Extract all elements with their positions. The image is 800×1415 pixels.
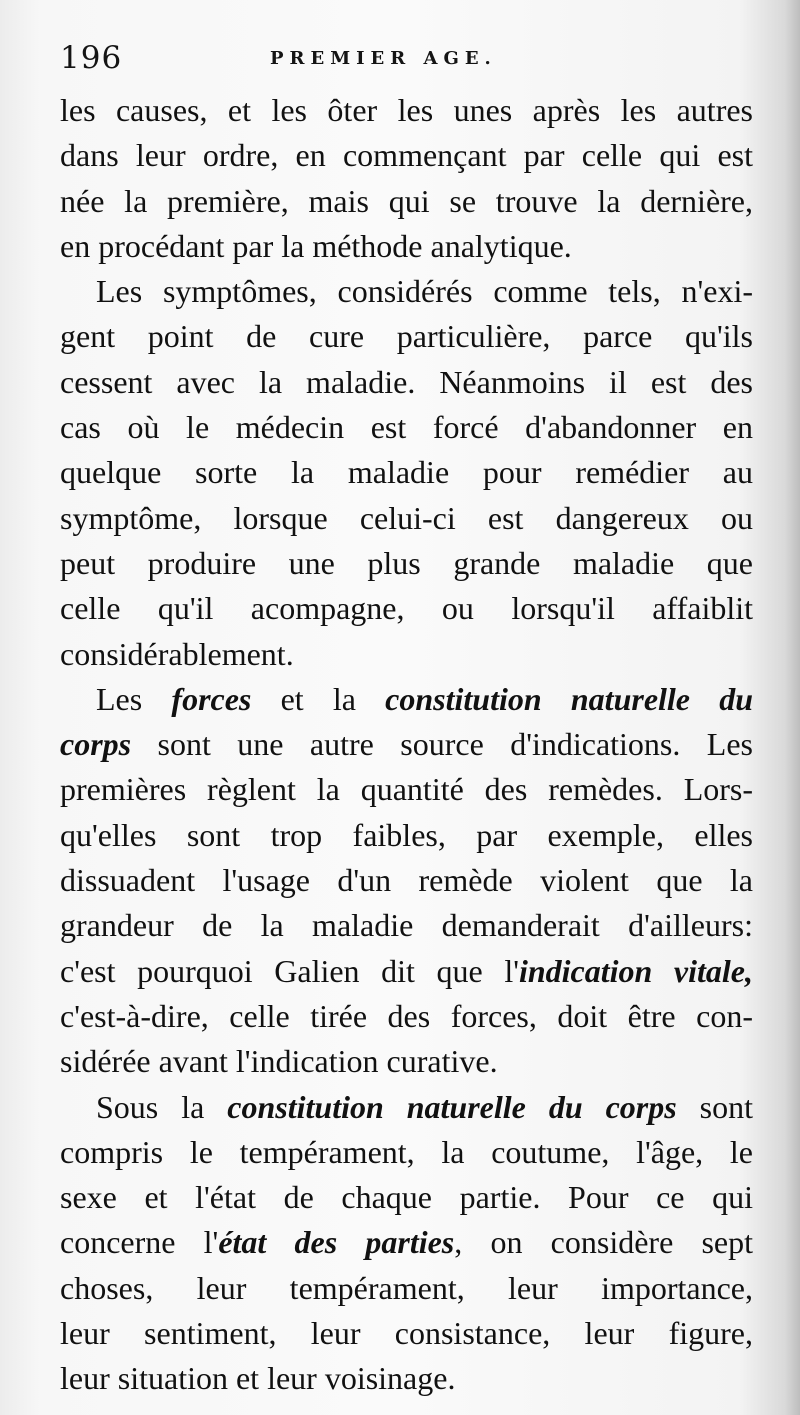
body-text	[60, 88, 753, 1402]
italic-segment: constitution naturelle du	[385, 680, 753, 717]
text-line: née la première, mais qui se trouve la dernière,	[60, 182, 753, 219]
text-line: cessent avec la maladie. Néanmoins il est des	[60, 363, 753, 400]
text-line: dissuadent l'usage d'un remède violent que la	[60, 862, 753, 899]
text-line: considérablement.	[60, 635, 294, 672]
text-line	[60, 1220, 753, 1265]
text-segment: , on considère sept	[454, 1224, 754, 1261]
text-segment: et la	[251, 680, 386, 717]
text-segment: sont une autre source d'indications. Les	[131, 726, 753, 763]
text-line: cas où le médecin est forcé d'abandonner en	[60, 409, 753, 446]
text-line	[60, 949, 753, 994]
page-header	[60, 40, 750, 80]
text-segment: sont	[676, 1088, 754, 1125]
text-line: sexe et l'état de chaque partie. Pour ce qui	[60, 1179, 753, 1216]
text-line	[60, 1085, 753, 1130]
text-line: Les symptômes, considérés comme tels, n'exi-	[96, 273, 753, 310]
paragraph-1	[60, 88, 753, 269]
text-line: premières règlent la quantité des remèdes. Lors-	[60, 771, 753, 808]
text-segment: Les	[96, 680, 172, 717]
paragraph-3	[60, 677, 753, 1085]
italic-segment: corps	[60, 726, 132, 763]
text-segment: Sous la	[96, 1088, 228, 1125]
text-line: c'est-à-dire, celle tirée des forces, doit être con-	[60, 997, 753, 1034]
text-line: grandeur de la maladie demanderait d'ailleurs:	[60, 907, 753, 944]
text-line: en procédant par la méthode analytique.	[60, 227, 572, 264]
paragraph-4	[60, 1085, 753, 1402]
text-line: symptôme, lorsque celui-ci est dangereux ou	[60, 499, 753, 536]
text-line: les causes, et les ôter les unes après les autres	[60, 92, 753, 128]
italic-segment: constitution naturelle du corps	[227, 1088, 677, 1125]
text-line	[60, 677, 753, 722]
text-line	[60, 722, 753, 767]
page-number: 196	[60, 40, 123, 76]
text-line: qu'elles sont trop faibles, par exemple, elles	[60, 816, 753, 853]
italic-segment: indication vitale,	[518, 952, 753, 989]
text-line: sidérée avant l'indication curative.	[60, 1043, 498, 1080]
text-line: choses, leur tempérament, leur importance,	[60, 1269, 753, 1306]
text-segment: c'est pourquoi Galien dit que l'	[60, 952, 519, 989]
text-line: quelque sorte la maladie pour remédier au	[60, 454, 753, 491]
text-line: celle qu'il acompagne, ou lorsqu'il affaiblit	[60, 590, 753, 627]
text-line: dans leur ordre, en commençant par celle qui est	[60, 137, 753, 174]
text-line: gent point de cure particulière, parce qu'ils	[60, 318, 753, 355]
text-line: leur situation et leur voisinage.	[60, 1360, 456, 1397]
text-line: leur sentiment, leur consistance, leur figure,	[60, 1315, 753, 1352]
text-segment: concerne l'	[60, 1224, 219, 1261]
paragraph-2	[60, 269, 753, 677]
italic-segment: forces	[171, 680, 252, 717]
running-head: PREMIER AGE.	[270, 48, 497, 69]
text-line: compris le tempérament, la coutume, l'âge, le	[60, 1133, 753, 1170]
text-line: peut produire une plus grande maladie que	[60, 544, 753, 581]
italic-segment: état des parties	[218, 1224, 455, 1261]
